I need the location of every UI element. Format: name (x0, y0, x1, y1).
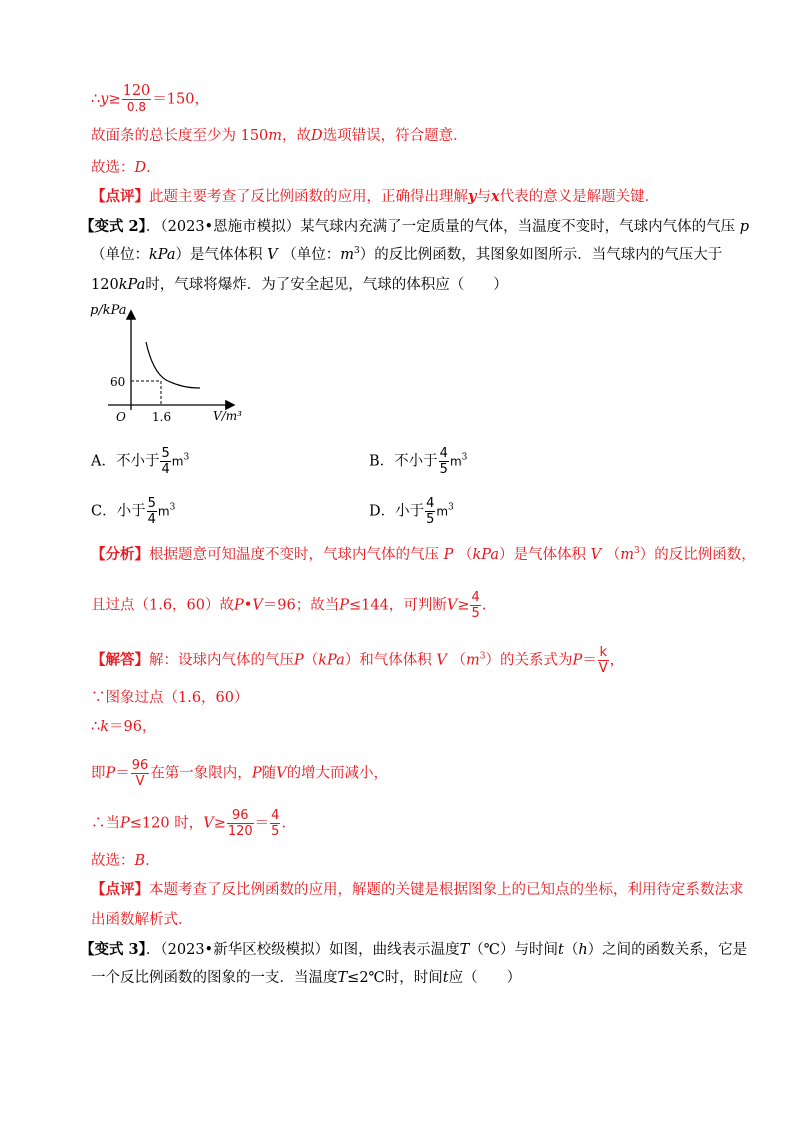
option-b[interactable]: B．不小于 $\frac{4}{5}$ $m^3$ (369, 446, 468, 477)
analysis-line-2: 且过点（1.6，60）故P•V＝96；故当P≤144，可判断V≥ $\frac{4}{5}$ . (91, 590, 487, 621)
answer-line-d: 故选：D． (91, 160, 161, 176)
review-line-2b: 出函数解析式． (91, 912, 193, 928)
option-d[interactable]: D．小于 $\frac{4}{5}$ $m^3$ (369, 496, 454, 527)
y-axis-label: p/kPa (90, 303, 127, 318)
review-line-2a: 【点评】本题考查了反比例函数的应用，解题的关键是根据图象上的已知点的坐标，利用待定系数法求 (91, 881, 744, 898)
variant-3-line-2: 一个反比例函数的图象的一支．当温度T≤2℃时，时间t应（ ） (91, 970, 522, 986)
variant-2-line-1: 【变式 2】．（2023•恩施市模拟）某气球内充满了一定质量的气体，当温度不变时，气球内气体的气压 p (80, 218, 749, 235)
pressure-volume-graph (88, 300, 268, 430)
fraction-4-over-5-result: $\frac{4}{5}$ (271, 808, 280, 839)
fraction-96-over-v: $\frac{96}{V}$ (131, 758, 149, 789)
variant-3-line-1: 【变式 3】．（2023•新华区校级模拟）如图，曲线表示温度T（℃）与时间t（h）之间的函数关系，它是 (80, 941, 748, 958)
fraction-4-over-5: $\frac{4}{5}$ (471, 590, 480, 621)
solution-line-4: 即P＝ $\frac{96}{V}$ 在第一象限内，P随V的增大而减小， (91, 758, 389, 789)
solution-line-1: 【解答】解：设球内气体的气压P（kPa）和气体体积 V $(m^3)$的关系式为P＝ $\frac{k}{V}$ ， (91, 645, 625, 676)
solution-line-3: ∴k＝96， (91, 719, 157, 735)
therefore-symbol: ∴ (91, 91, 101, 108)
solution-line-5: ∴当P≤120 时，V≥ $\frac{96}{120}$ ＝ $\frac{4}{5}$ . (91, 808, 287, 839)
option-a[interactable]: A．不小于 $\frac{5}{4}$ $m^3$ (91, 446, 190, 477)
fraction-120-over-0.8: $\frac{120}{0.8}$ (122, 83, 151, 114)
fraction-96-over-120: $\frac{96}{120}$ (227, 808, 253, 839)
variant-2-line-2: （单位：kPa）是气体体积 V （单位：$m^3$）的反比例函数，其图象如图所示．当气球内的气压大于 (91, 246, 723, 263)
option-c[interactable]: C．小于 $\frac{5}{4}$ $m^3$ (91, 496, 176, 527)
solution-line-2: ∵图象过点（1.6，60） (91, 690, 249, 706)
origin-label: O (116, 410, 126, 424)
inverse-curve (146, 342, 200, 388)
analysis-line-1: 【分析】根据题意可知温度不变时，气球内气体的气压 P （kPa）是气体体积 V $(m^3)$的反比例函数， (91, 546, 756, 563)
answer-line-b: 故选：B． (91, 853, 160, 869)
variant-2-line-3: 120kPa时，气球将爆炸．为了安全起见，气球的体积应（ ） (91, 277, 508, 293)
fraction-k-over-v: $\frac{k}{V}$ (598, 645, 608, 676)
solution-line-y-bound: ∴y≥ $\frac{120}{0.8}$ ＝150， (91, 83, 209, 114)
solution-line-total-length: 故面条的总长度至少为 150m，故D选项错误，符合题意． (91, 128, 468, 144)
review-line-1: 【点评】此题主要考查了反比例函数的应用，正确得出理解y与x代表的意义是解题关键． (91, 188, 660, 205)
x-axis-label: V/m³ (213, 409, 242, 423)
x-tick-label: 1.6 (152, 410, 172, 424)
y-tick-label: 60 (110, 375, 126, 389)
